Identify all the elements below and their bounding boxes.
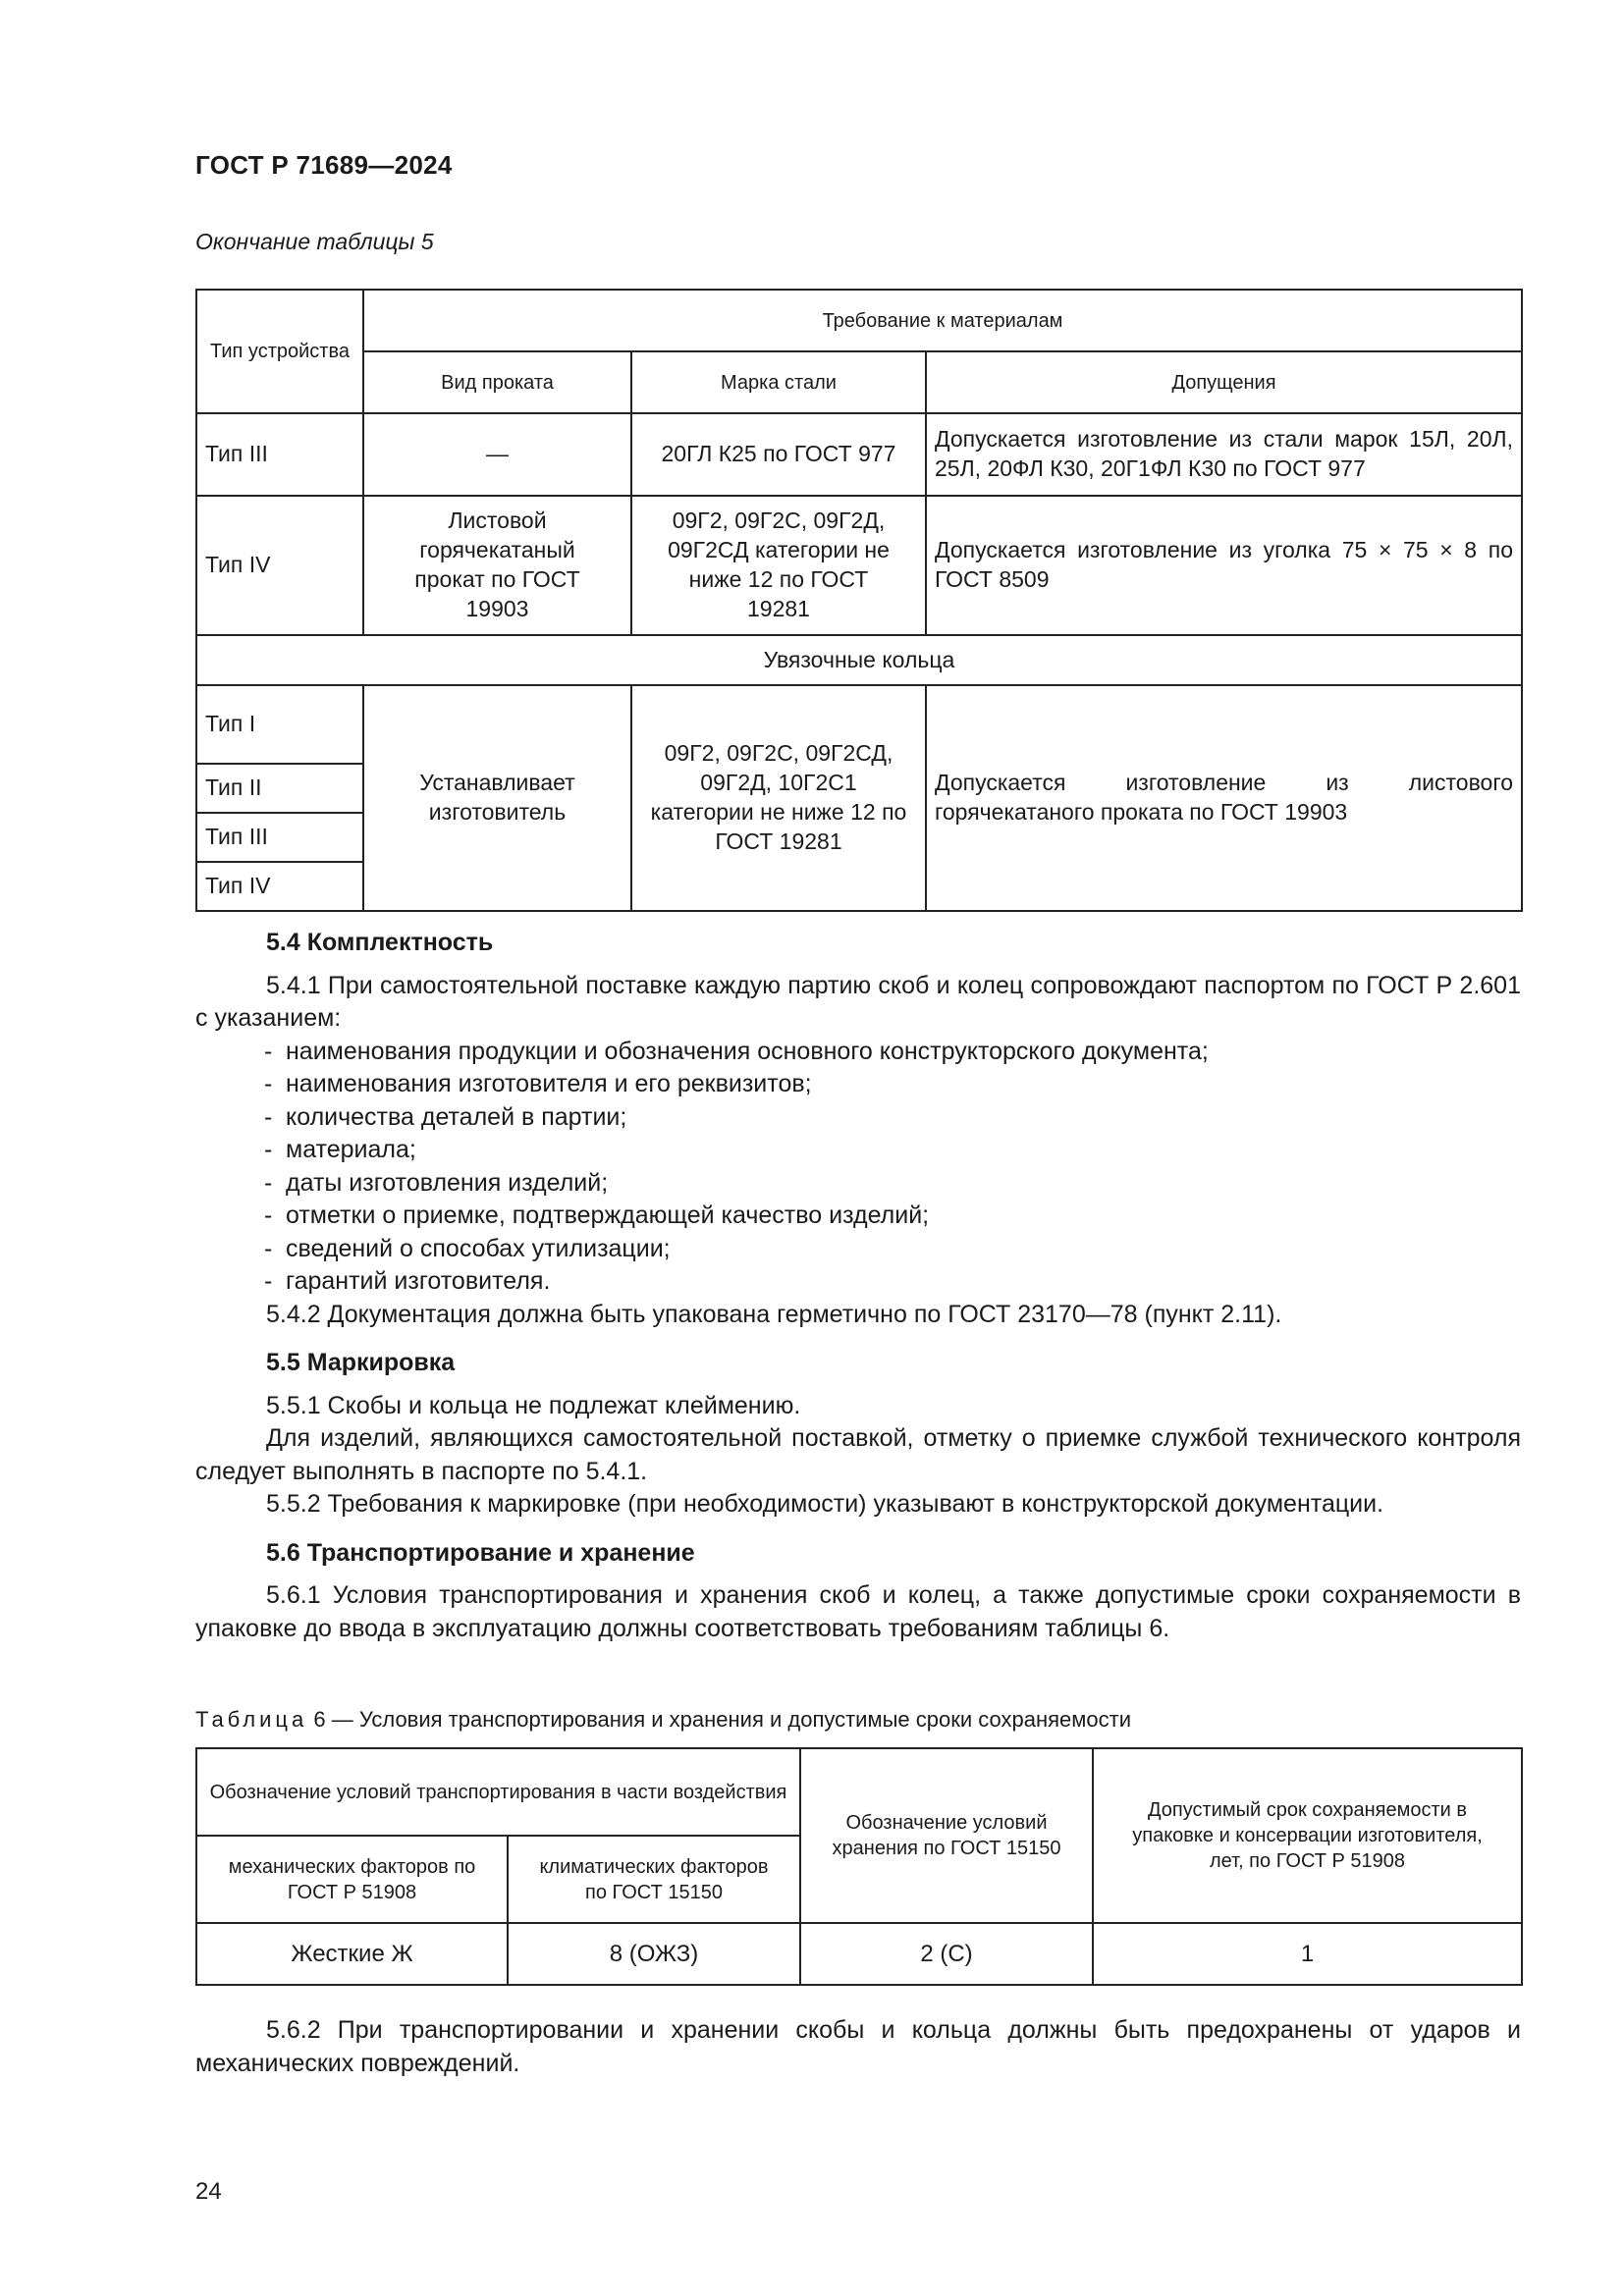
cell-climatic: 8 (ОЖЗ)	[508, 1923, 800, 1985]
table-row	[196, 1923, 1522, 1985]
cell-rolled: Устанавливает изготовитель	[363, 685, 631, 911]
section-heading: 5.5 Маркировка	[266, 1349, 456, 1376]
paragraph: 5.6.2 При транспортировании и хранении скобы и кольца должны быть предохранены от ударов и механических повреждений.	[195, 2016, 1521, 2077]
page-number: 24	[195, 2178, 222, 2205]
cell-steel: 09Г2, 09Г2С, 09Г2Д, 09Г2СД категории не ниже 12 по ГОСТ 19281	[631, 496, 926, 635]
document-id: ГОСТ Р 71689—2024	[195, 150, 453, 180]
section-rings-label: Увязочные кольца	[196, 635, 1522, 685]
table-row	[196, 413, 1522, 496]
list-item: - даты изготовления изделий;	[264, 1167, 1521, 1201]
table6	[195, 1747, 1523, 1986]
header-device-type: Тип устройства	[196, 290, 363, 413]
list-item: - сведений о способах утилизации;	[264, 1233, 1521, 1266]
cell-type: Тип I	[196, 685, 363, 764]
header-mechanical-factors: механических факторов по ГОСТ Р 51908	[196, 1836, 508, 1923]
cell-rolled: Листовой горячекатаный прокат по ГОСТ 19903	[363, 496, 631, 635]
cell-mechanical: Жесткие Ж	[196, 1923, 508, 1985]
section-heading: 5.4 Комплектность	[266, 929, 494, 956]
cell-term: 1	[1093, 1923, 1522, 1985]
list-item: - отметки о приемке, подтверждающей качество изделий;	[264, 1200, 1521, 1233]
paragraph: 5.5.2 Требования к маркировке (при необходимости) указывают в конструкторской документации.	[266, 1490, 1384, 1518]
header-steel-grade: Марка стали	[631, 351, 926, 413]
paragraph: 5.4.2 Документация должна быть упакована герметично по ГОСТ 23170—78 (пункт 2.11).	[266, 1300, 1282, 1328]
cell-steel: 20ГЛ К25 по ГОСТ 977	[631, 413, 926, 496]
section-heading: 5.6 Транспортирование и хранение	[266, 1538, 695, 1567]
table-row	[196, 496, 1522, 635]
cell-storage: 2 (С)	[800, 1923, 1093, 1985]
cell-type: Тип III	[196, 813, 363, 862]
paragraph: Для изделий, являющихся самостоятельной поставкой, отметку о приемке службой технического контроля следует выполнять в паспорте по 5.4.1.	[195, 1424, 1521, 1485]
list-item: - наименования изготовителя и его реквизитов;	[264, 1068, 1521, 1101]
header-requirement: Требование к материалам	[363, 290, 1522, 351]
cell-type: Тип III	[196, 413, 363, 496]
cell-type: Тип II	[196, 764, 363, 813]
cell-type: Тип IV	[196, 862, 363, 911]
table5	[195, 289, 1523, 912]
table5-continuation-note: Окончание таблицы 5	[195, 229, 434, 254]
header-storage-conditions: Обозначение условий хранения по ГОСТ 15150	[800, 1748, 1093, 1923]
list-item: - гарантий изготовителя.	[264, 1265, 1521, 1299]
header-climatic-factors: климатических факторов по ГОСТ 15150	[508, 1836, 800, 1923]
header-rolled-type: Вид проката	[363, 351, 631, 413]
cell-allowance: Допускается изготовление из листового горячекатаного проката по ГОСТ 19903	[926, 685, 1522, 911]
cell-type: Тип IV	[196, 496, 363, 635]
table6-caption	[195, 1707, 1131, 1733]
table-row	[196, 685, 1522, 764]
header-allowances: Допущения	[926, 351, 1522, 413]
cell-allowance: Допускается изготовление из уголка 75 × 75 × 8 по ГОСТ 8509	[926, 496, 1522, 635]
paragraph: 5.5.1 Скобы и кольца не подлежат клеймению.	[266, 1391, 801, 1419]
cell-allowance: Допускается изготовление из стали марок 15Л, 20Л, 25Л, 20ФЛ К30, 20Г1ФЛ К30 по ГОСТ 977	[926, 413, 1522, 496]
header-transport-conditions: Обозначение условий транспортирования в части воздействия	[196, 1748, 800, 1836]
body-sections-5-4-to-5-6	[195, 927, 1521, 1645]
header-storage-term: Допустимый срок сохраняемости в упаковке и консервации изготовителя, лет, по ГОСТ Р 51908	[1093, 1748, 1522, 1923]
table6-caption-label: Таблица	[195, 1707, 308, 1732]
table6-caption-text: 6 — Условия транспортирования и хранения и допустимые сроки сохраняемости	[313, 1707, 1131, 1732]
list	[195, 1036, 1521, 1299]
paragraph: 5.6.1 Условия транспортирования и хранения скоб и колец, а также допустимые сроки сохраняемости в упаковке до ввода в эксплуатацию должны соответствовать требованиям таблицы 6.	[195, 1581, 1521, 1642]
cell-steel: 09Г2, 09Г2С, 09Г2СД, 09Г2Д, 10Г2С1 категории не ниже 12 по ГОСТ 19281	[631, 685, 926, 911]
body-section-5-6-2	[195, 2014, 1521, 2080]
list-item: - количества деталей в партии;	[264, 1101, 1521, 1135]
paragraph: 5.4.1 При самостоятельной поставке каждую партию скоб и колец сопровождают паспортом по ГОСТ Р 2.601 с указанием:	[195, 971, 1521, 1032]
list-item: - наименования продукции и обозначения основного конструкторского документа;	[264, 1036, 1521, 1069]
cell-rolled: —	[363, 413, 631, 496]
list-item: - материала;	[264, 1134, 1521, 1167]
